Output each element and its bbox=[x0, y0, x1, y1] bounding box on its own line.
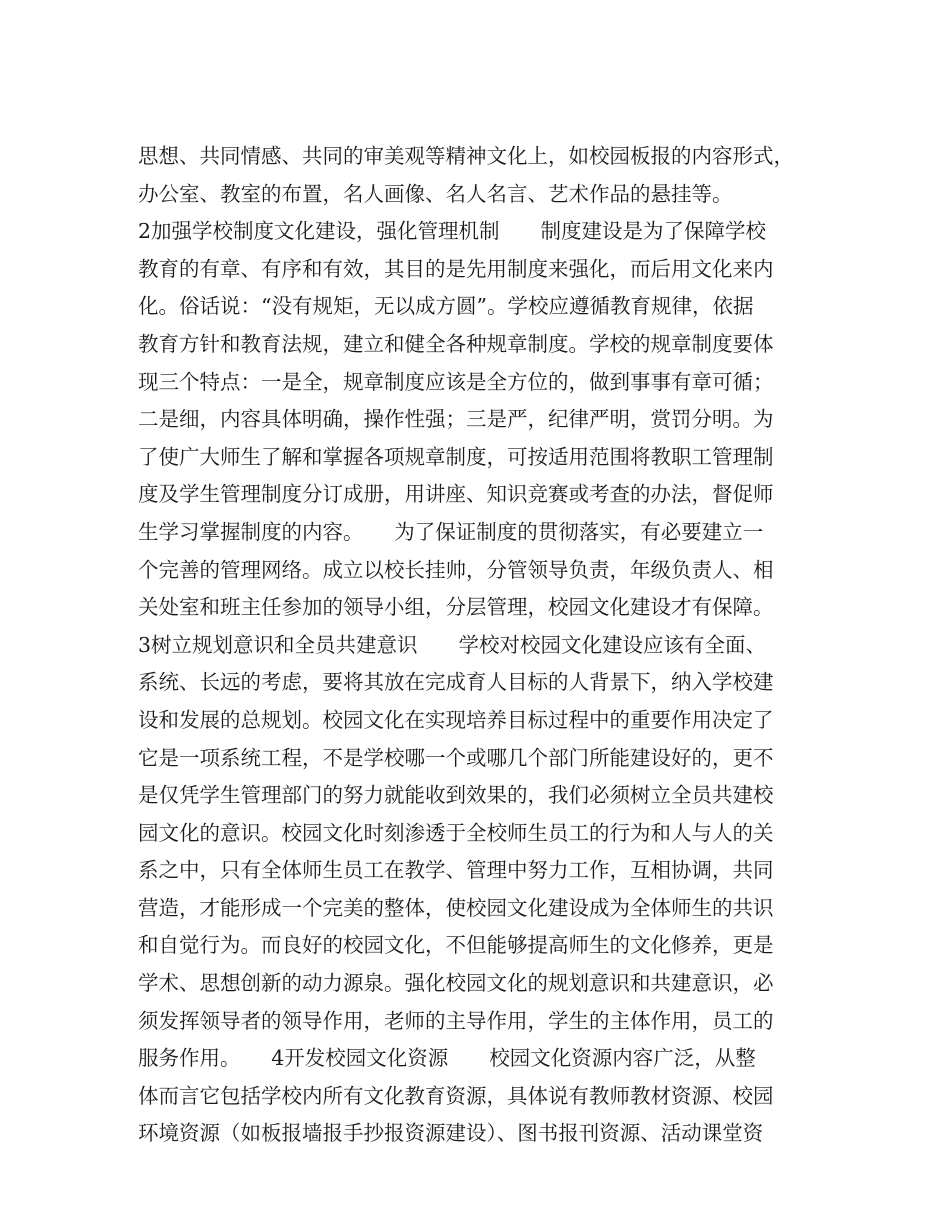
body-text bbox=[138, 138, 828, 1153]
text-line: 设和发展的总规划。校园文化在实现培养目标过程中的重要作用决定了 bbox=[138, 707, 774, 732]
text-line: 教育的有章、有序和有效，其目的是先用制度来强化，而后用文化来内 bbox=[138, 256, 774, 281]
text-line: 生学习掌握制度的内容。 为了保证制度的贯彻落实，有必要建立一 bbox=[138, 519, 764, 544]
text-line: 服务作用。 4开发校园文化资源 校园文化资源内容广泛，从整 bbox=[138, 1046, 756, 1071]
text-line: 现三个特点：一是全，规章制度应该是全方位的，做到事事有章可循； bbox=[138, 369, 774, 394]
text-line: 3树立规划意识和全员共建意识 学校对校园文化建设应该有全面、 bbox=[138, 632, 767, 657]
text-line: 它是一项系统工程，不是学校哪一个或哪几个部门所能建设好的，更不 bbox=[138, 745, 774, 770]
text-line: 学术、思想创新的动力源泉。强化校园文化的规划意识和共建意识，必 bbox=[138, 971, 774, 996]
text-line: 思想、共同情感、共同的审美观等精神文化上，如校园板报的内容形式， bbox=[138, 144, 794, 168]
text-line: 办公室、教室的布置，名人画像、名人名言、艺术作品的悬挂等。 bbox=[138, 181, 733, 206]
text-line: 须发挥领导者的领导作用，老师的主导作用，学生的主体作用，员工的 bbox=[138, 1008, 774, 1033]
text-line: 和自觉行为。而良好的校园文化，不但能够提高师生的文化修养，更是 bbox=[138, 933, 774, 958]
text-line: 教育方针和教育法规，建立和健全各种规章制度。学校的规章制度要体 bbox=[138, 331, 774, 356]
text-line: 个完善的管理网络。成立以校长挂帅，分管领导负责，年级负责人、相 bbox=[138, 557, 774, 582]
text-line: 了使广大师生了解和掌握各项规章制度，可按适用范围将教职工管理制 bbox=[138, 444, 774, 469]
text-line: 系统、长远的考虑，要将其放在完成育人目标的人背景下，纳入学校建 bbox=[138, 670, 774, 695]
text-line: 环境资源（如板报墙报手抄报资源建设）、图书报刊资源、活动课堂资 bbox=[138, 1121, 764, 1146]
text-line: 度及学生管理制度分订成册，用讲座、知识竞赛或考查的办法，督促师 bbox=[138, 482, 774, 507]
text-line: 体而言它包括学校内所有文化教育资源，具体说有教师教材资源、校园 bbox=[138, 1083, 774, 1108]
text-line: 是仅凭学生管理部门的努力就能收到效果的，我们必须树立全员共建校 bbox=[138, 783, 774, 808]
text-line: 营造，才能形成一个完美的整体，使校园文化建设成为全体师生的共识 bbox=[138, 895, 774, 920]
text-line: 化。俗话说：“没有规矩，无以成方圆”。学校应遵循教育规律，依据 bbox=[138, 294, 754, 319]
text-line: 2加强学校制度文化建设，强化管理机制 制度建设是为了保障学校 bbox=[138, 219, 767, 244]
text-line: 二是细，内容具体明确，操作性强；三是严，纪律严明，赏罚分明。为 bbox=[138, 407, 774, 432]
text-line: 园文化的意识。校园文化时刻渗透于全校师生员工的行为和人与人的关 bbox=[138, 820, 774, 845]
text-line: 关处室和班主任参加的领导小组，分层管理，校园文化建设才有保障。 bbox=[138, 595, 774, 620]
text-line: 系之中，只有全体师生员工在教学、管理中努力工作，互相协调，共同 bbox=[138, 858, 774, 883]
